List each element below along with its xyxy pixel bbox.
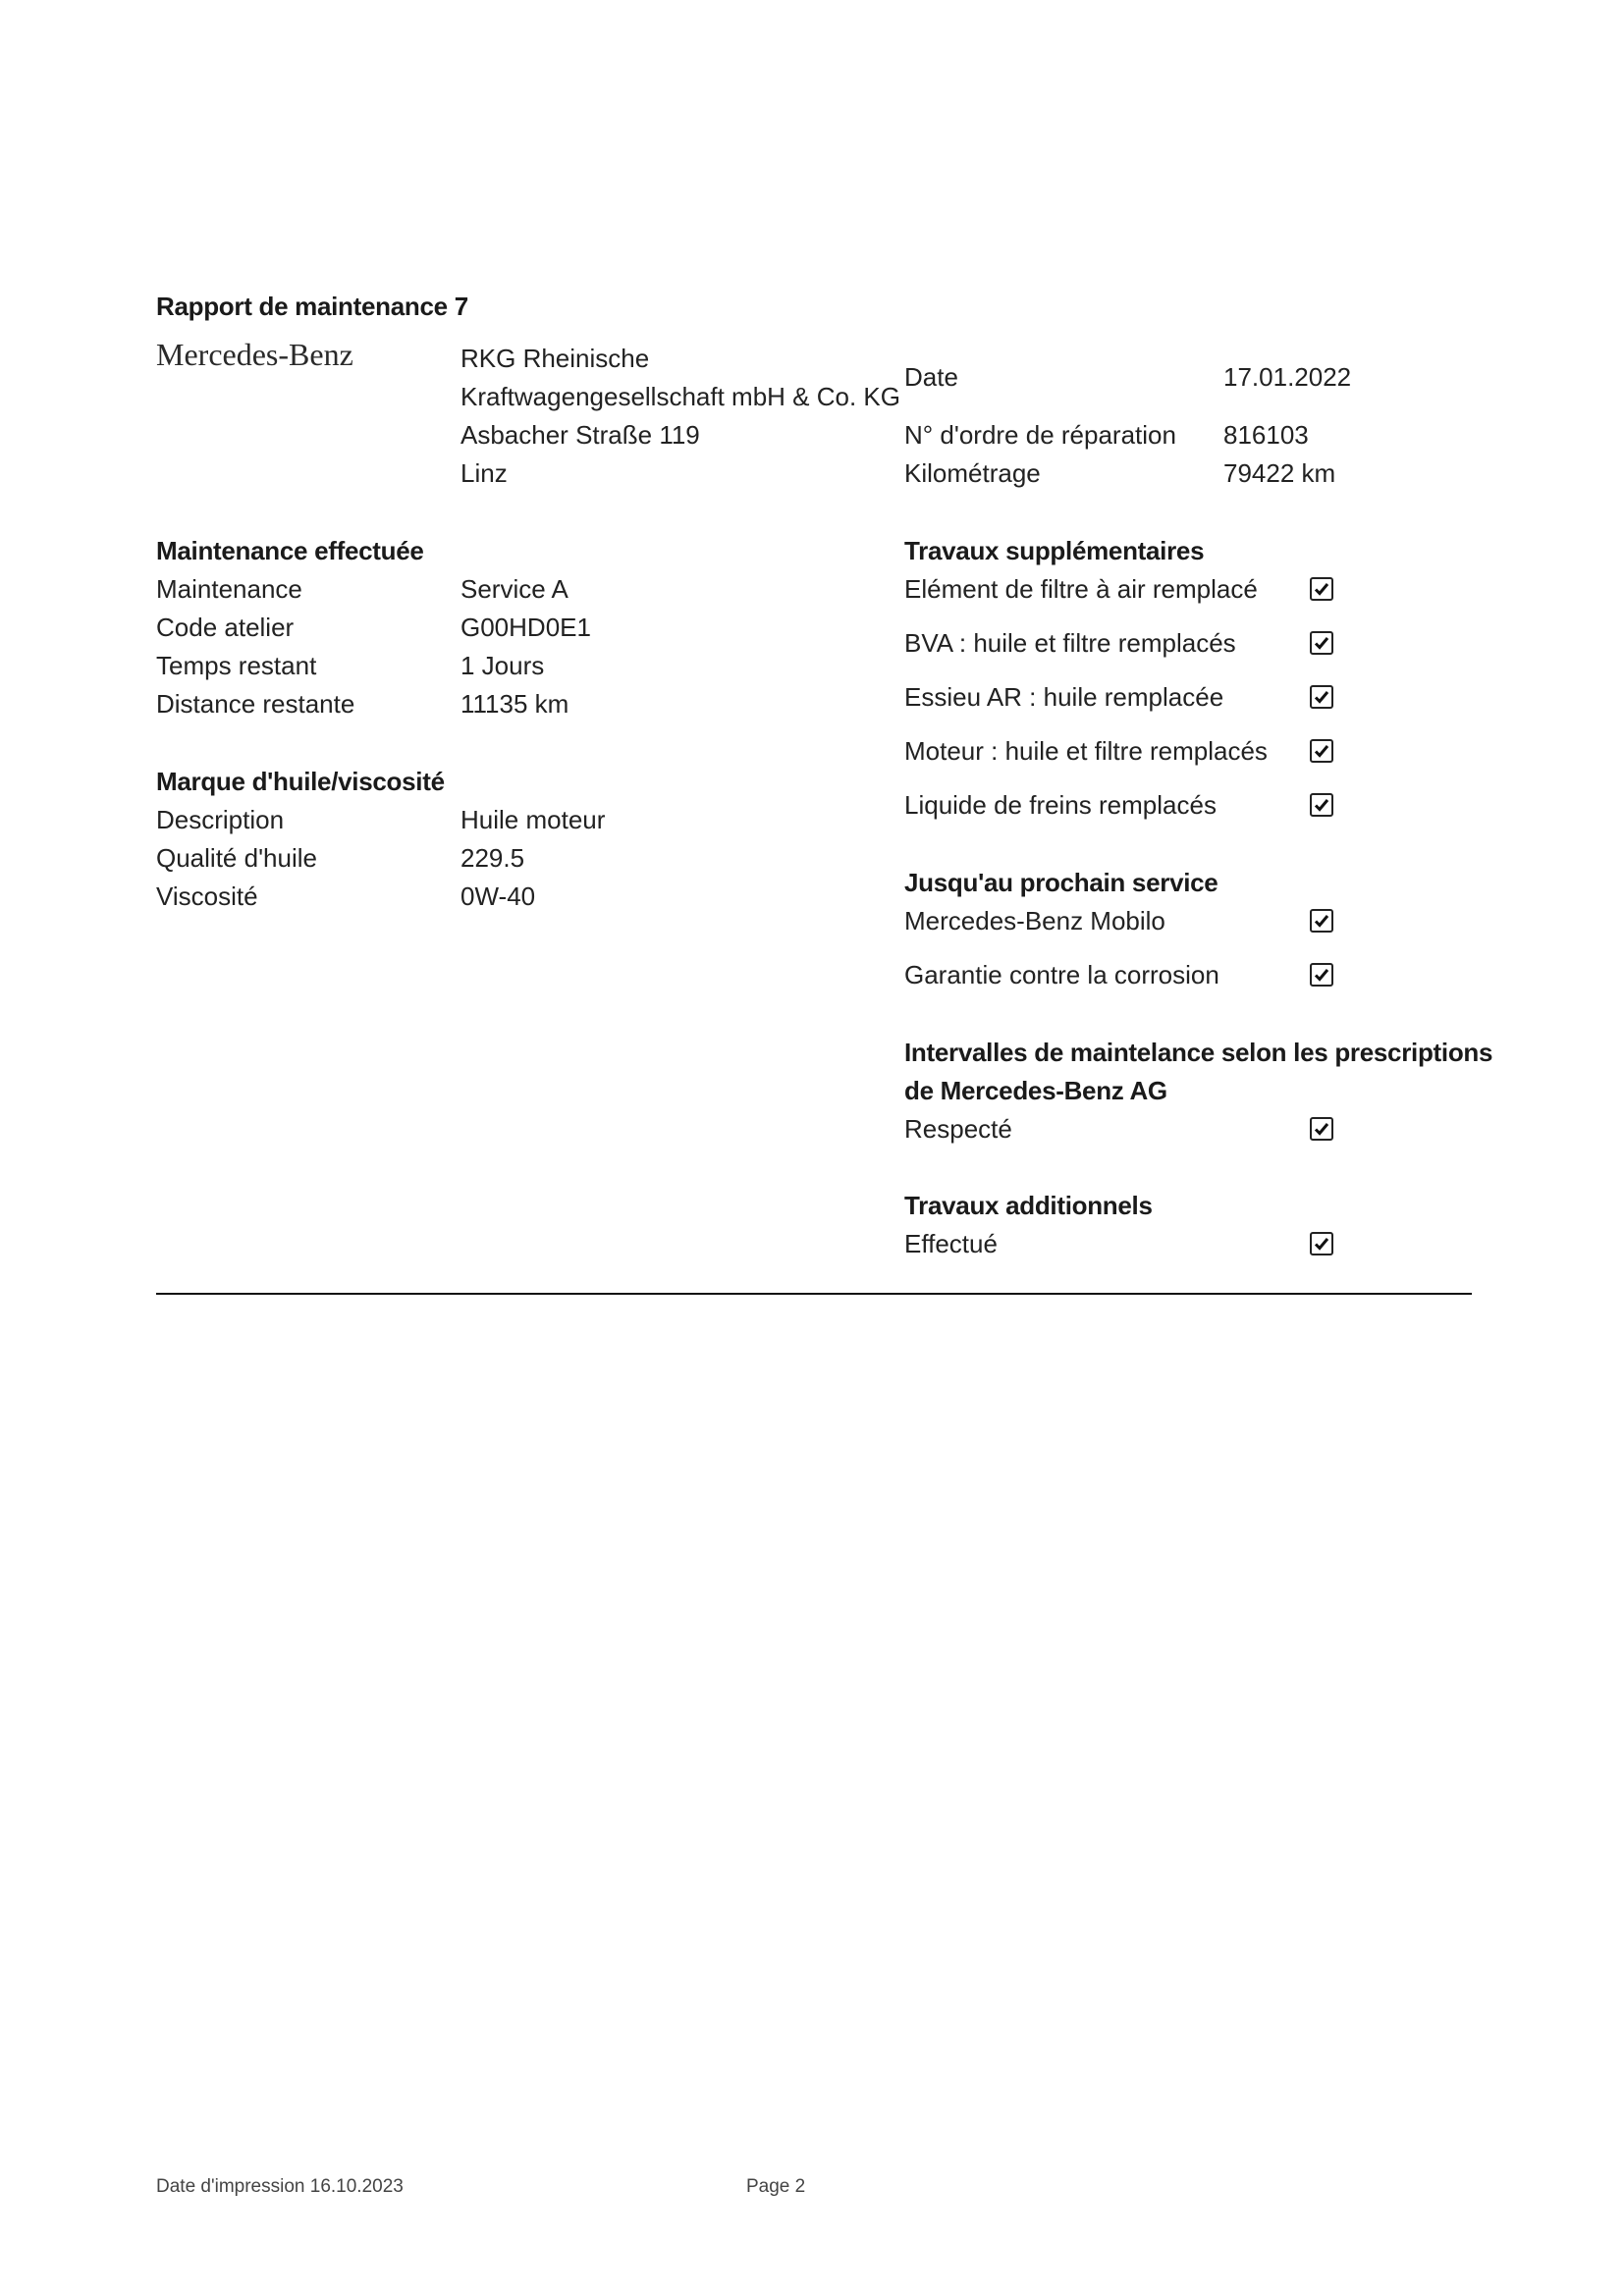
checkbox-checked-icon <box>1310 793 1333 817</box>
meta-date-value: 17.01.2022 <box>1223 362 1352 392</box>
maintenance-heading: Maintenance effectuée <box>156 536 424 565</box>
dealer-street: Asbacher Straße 119 <box>460 420 700 450</box>
oil-heading: Marque d'huile/viscosité <box>156 767 445 796</box>
maintenance-label: Maintenance <box>156 574 302 604</box>
report-title: Rapport de maintenance 7 <box>156 292 468 321</box>
workshop-code-value: G00HD0E1 <box>460 613 591 642</box>
meta-date-label: Date <box>904 362 958 392</box>
remaining-distance-label: Distance restante <box>156 689 355 719</box>
extra-work-item-label: Essieu AR : huile remplacée <box>904 682 1224 712</box>
meta-order-value: 816103 <box>1223 420 1309 450</box>
remaining-time-label: Temps restant <box>156 651 317 680</box>
meta-mileage-value: 79422 km <box>1223 458 1336 488</box>
section-divider <box>156 1293 1472 1295</box>
additional-item-label: Effectué <box>904 1229 998 1258</box>
next-service-item-label: Mercedes-Benz Mobilo <box>904 906 1165 935</box>
extra-work-item-label: BVA : huile et filtre remplacés <box>904 628 1236 658</box>
oil-viscosity-label: Viscosité <box>156 881 258 911</box>
additional-heading: Travaux additionnels <box>904 1191 1153 1220</box>
footer-page-number: Page 2 <box>746 2176 806 2197</box>
next-service-item-label: Garantie contre la corrosion <box>904 960 1219 989</box>
extra-work-item-label: Liquide de freins remplacés <box>904 790 1217 820</box>
checkbox-checked-icon <box>1310 631 1333 655</box>
checkbox-checked-icon <box>1310 577 1333 601</box>
oil-description-label: Description <box>156 805 285 834</box>
dealer-city: Linz <box>460 458 508 488</box>
extra-work-item-label: Elément de filtre à air remplacé <box>904 574 1258 604</box>
intervals-heading-line1: Intervalles de maintelance selon les prescriptions <box>904 1038 1493 1067</box>
remaining-distance-value: 11135 km <box>460 689 569 719</box>
workshop-code-label: Code atelier <box>156 613 295 642</box>
dealer-name-line2: Kraftwagengesellschaft mbH & Co. KG <box>460 382 900 411</box>
next-service-heading: Jusqu'au prochain service <box>904 868 1218 897</box>
checkbox-checked-icon <box>1310 909 1333 933</box>
oil-description-value: Huile moteur <box>460 805 606 834</box>
checkbox-checked-icon <box>1310 963 1333 987</box>
remaining-time-value: 1 Jours <box>460 651 545 680</box>
oil-quality-label: Qualité d'huile <box>156 843 317 873</box>
footer-print-date: Date d'impression 16.10.2023 <box>156 2176 404 2197</box>
intervals-item-label: Respecté <box>904 1114 1012 1144</box>
maintenance-value: Service A <box>460 574 568 604</box>
meta-order-label: N° d'ordre de réparation <box>904 420 1176 450</box>
checkbox-checked-icon <box>1310 685 1333 709</box>
meta-mileage-label: Kilométrage <box>904 458 1041 488</box>
checkbox-checked-icon <box>1310 1232 1333 1255</box>
oil-quality-value: 229.5 <box>460 843 525 873</box>
checkbox-checked-icon <box>1310 1117 1333 1141</box>
dealer-name-line1: RKG Rheinische <box>460 344 650 373</box>
oil-viscosity-value: 0W-40 <box>460 881 536 911</box>
extra-work-item-label: Moteur : huile et filtre remplacés <box>904 736 1268 766</box>
intervals-heading-line2: de Mercedes-Benz AG <box>904 1076 1167 1105</box>
checkbox-checked-icon <box>1310 739 1333 763</box>
extra-work-heading: Travaux supplémentaires <box>904 536 1205 565</box>
brand-logo-text: Mercedes-Benz <box>156 337 353 372</box>
